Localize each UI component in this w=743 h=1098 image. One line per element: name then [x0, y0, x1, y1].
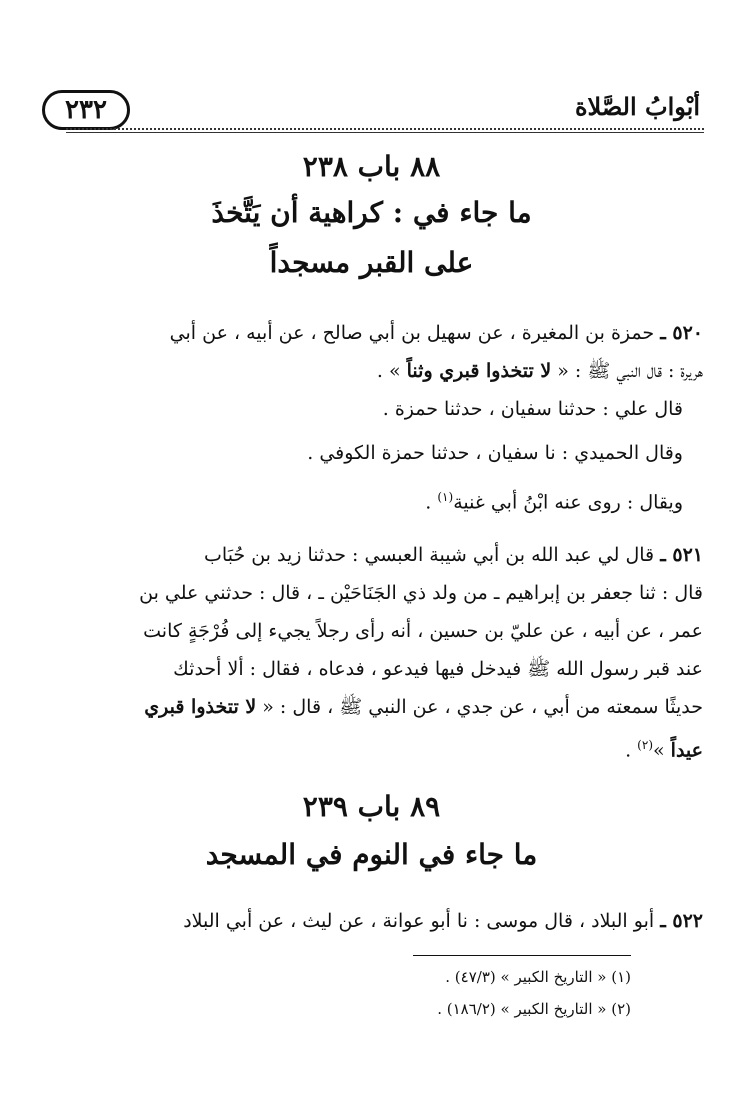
hadith-522-text: أبو البلاد ، قال موسى : نا أبو عوانة ، عن ليث ، عن أبي البلاد [183, 910, 655, 932]
hadith-521-quote-part2: عيداً [670, 739, 703, 762]
hadith-521-line6 [38, 726, 703, 769]
hadith-520-quote: لا تتخذوا قبري وثناً [406, 360, 552, 382]
hadith-522-number: ٥٢٢ ـ [660, 910, 703, 932]
chapter-88-number: ٨٨ باب ٢٣٨ [302, 150, 441, 183]
footnote-divider [413, 955, 631, 956]
hadith-522 [38, 902, 703, 940]
hadith-521-line6-suffix: » [653, 739, 665, 762]
hadith-520-narration-3-end: . [425, 491, 438, 514]
footnote-ref-1: (١) [437, 490, 454, 504]
hadith-520 [38, 314, 703, 521]
hadith-521 [38, 536, 703, 769]
hadith-521-line1 [38, 536, 703, 574]
hadith-520-text-line1: حمزة بن المغيرة ، عن سهيل بن أبي صالح ، عن أبيه ، عن أبي [169, 322, 655, 344]
hadith-521-quote-part1: لا تتخذوا قبري [144, 696, 257, 718]
hadith-521-line3: عمر ، عن أبيه ، عن عليّ بن حسين ، أنه رأى رجلاً يجيء إلى فُرْجَةٍ كانت [143, 620, 703, 642]
hadith-520-narration-3 [38, 478, 703, 521]
hadith-521-line6-end: . [625, 739, 638, 762]
hadith-520-line2-suffix: » . [376, 360, 401, 382]
header-divider-line [66, 132, 704, 133]
hadith-521-number: ٥٢١ ـ [660, 544, 703, 566]
running-title: أبْوابُ الصَّلاة [574, 92, 700, 121]
hadith-521-text-line1: قال لي عبد الله بن أبي شيبة العبسي : حدثنا زيد بن حُبَاب [204, 544, 655, 566]
hadith-520-line2-prefix: هريرة : قال النبي ﷺ : « [557, 360, 703, 382]
hadith-520-line2 [38, 352, 703, 390]
hadith-520-narration-2: وقال الحميدي : نا سفيان ، حدثنا حمزة الكوفي . [307, 442, 683, 464]
hadith-521-line5 [38, 688, 703, 726]
footnote-2: (٢) « التاريخ الكبير » (١٨٦/٢) . [437, 1000, 631, 1018]
chapter-88-title-line1: ما جاء في : كراهية أن يَتَّخذَ [211, 196, 532, 229]
footnote-ref-2: (٢) [637, 738, 653, 752]
page-header [36, 88, 704, 130]
hadith-520-narration-1: قال علي : حدثنا سفيان ، حدثنا حمزة . [382, 398, 683, 420]
header-divider [66, 128, 704, 130]
page-number-badge: ٢٣٢ [42, 90, 130, 130]
hadith-521-line4: عند قبر رسول الله ﷺ فيدخل فيها فيدعو ، فدعاه ، فقال : ألا أحدثك [173, 658, 703, 680]
hadith-520-narration-3-text: ويقال : روى عنه ابْنُ أبي غنية [453, 491, 683, 514]
hadith-521-line2: قال : ثنا جعفر بن إبراهيم ـ من ولد ذي الجَنَاحَيْن ـ ، قال : حدثني علي بن [139, 582, 703, 604]
chapter-89-number: ٨٩ باب ٢٣٩ [302, 790, 441, 823]
chapter-88-title-line2: على القبر مسجداً [269, 246, 474, 279]
footnote-1: (١) « التاريخ الكبير » (٤٧/٣) . [445, 968, 631, 986]
hadith-520-line1 [38, 314, 703, 352]
hadith-521-line5-prefix: حديثًا سمعته من أبي ، عن جدي ، عن النبي ﷺ ، قال : « [262, 696, 703, 718]
chapter-89-title: ما جاء في النوم في المسجد [205, 838, 538, 871]
hadith-520-number: ٥٢٠ ـ [660, 322, 703, 344]
